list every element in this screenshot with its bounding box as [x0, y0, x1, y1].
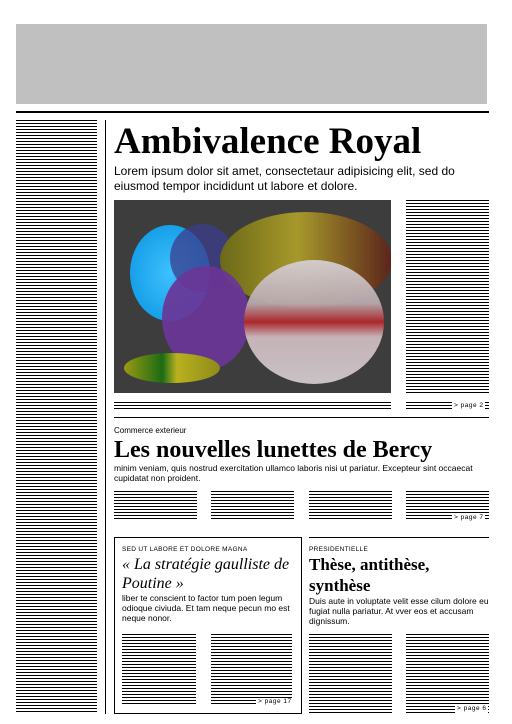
masthead-banner — [16, 24, 487, 104]
box-summary: liber te conscient to factor tum poen legum odioque civiuda. Et tam neque pecun mo est neque nonor. — [122, 593, 290, 623]
right-kicker: PRESIDENTIELLE — [309, 546, 369, 553]
box-body-col-1 — [122, 634, 196, 706]
lead-lede: Lorem ipsum dolor sit amet, consectetaur adipisicing elit, sed do eiusmod tempor incididunt ut labore et dolore. — [114, 164, 455, 193]
right-page-ref[interactable]: > page 6 — [457, 705, 487, 712]
lead-body-text-bottom — [114, 402, 391, 411]
box-headline[interactable]: « La stratégie gaulliste de Poutine » — [122, 556, 290, 592]
box-body-col-2 — [211, 634, 292, 706]
lead-page-ref[interactable]: > page 2 — [454, 402, 484, 409]
box-page-ref[interactable]: > page 17 — [258, 698, 292, 705]
photo-shape-crimson — [244, 260, 384, 384]
second-body-col-3 — [309, 491, 392, 521]
right-story-top-rule — [309, 537, 489, 538]
right-headline[interactable]: Thèse, antithèse, synthèse — [309, 555, 430, 595]
second-headline[interactable]: Les nouvelles lunettes de Bercy — [114, 437, 433, 463]
lead-photo-art — [114, 200, 391, 393]
masthead-rule — [16, 111, 489, 113]
second-body-col-1 — [114, 491, 197, 521]
photo-shape-green — [124, 353, 220, 383]
column-divider — [105, 120, 106, 714]
second-kicker: Commerce exterieur — [114, 426, 187, 435]
lead-headline[interactable]: Ambivalence Royal — [114, 121, 422, 162]
lead-photo[interactable] — [114, 200, 391, 393]
right-summary: Duis aute in voluptate velit esse cilum dolore eu fugiat nulla pariatur. At vver eos et accusam dignissum. — [309, 596, 489, 626]
left-column-text — [16, 120, 97, 714]
right-body-col-1 — [309, 634, 392, 714]
lead-body-text — [406, 200, 489, 393]
second-page-ref[interactable]: > page 7 — [454, 514, 484, 521]
second-summary: minim veniam, quis nostrud exercitation ullamco laboris nisi ut pariatur. Excepteur sint occaecat cupidatat non proident. — [114, 463, 473, 483]
second-body-col-2 — [211, 491, 294, 521]
box-kicker: SED UT LABORE ET DOLORE MAGNA — [122, 546, 248, 553]
lead-bottom-rule — [114, 417, 489, 418]
right-body-col-2 — [406, 634, 489, 714]
